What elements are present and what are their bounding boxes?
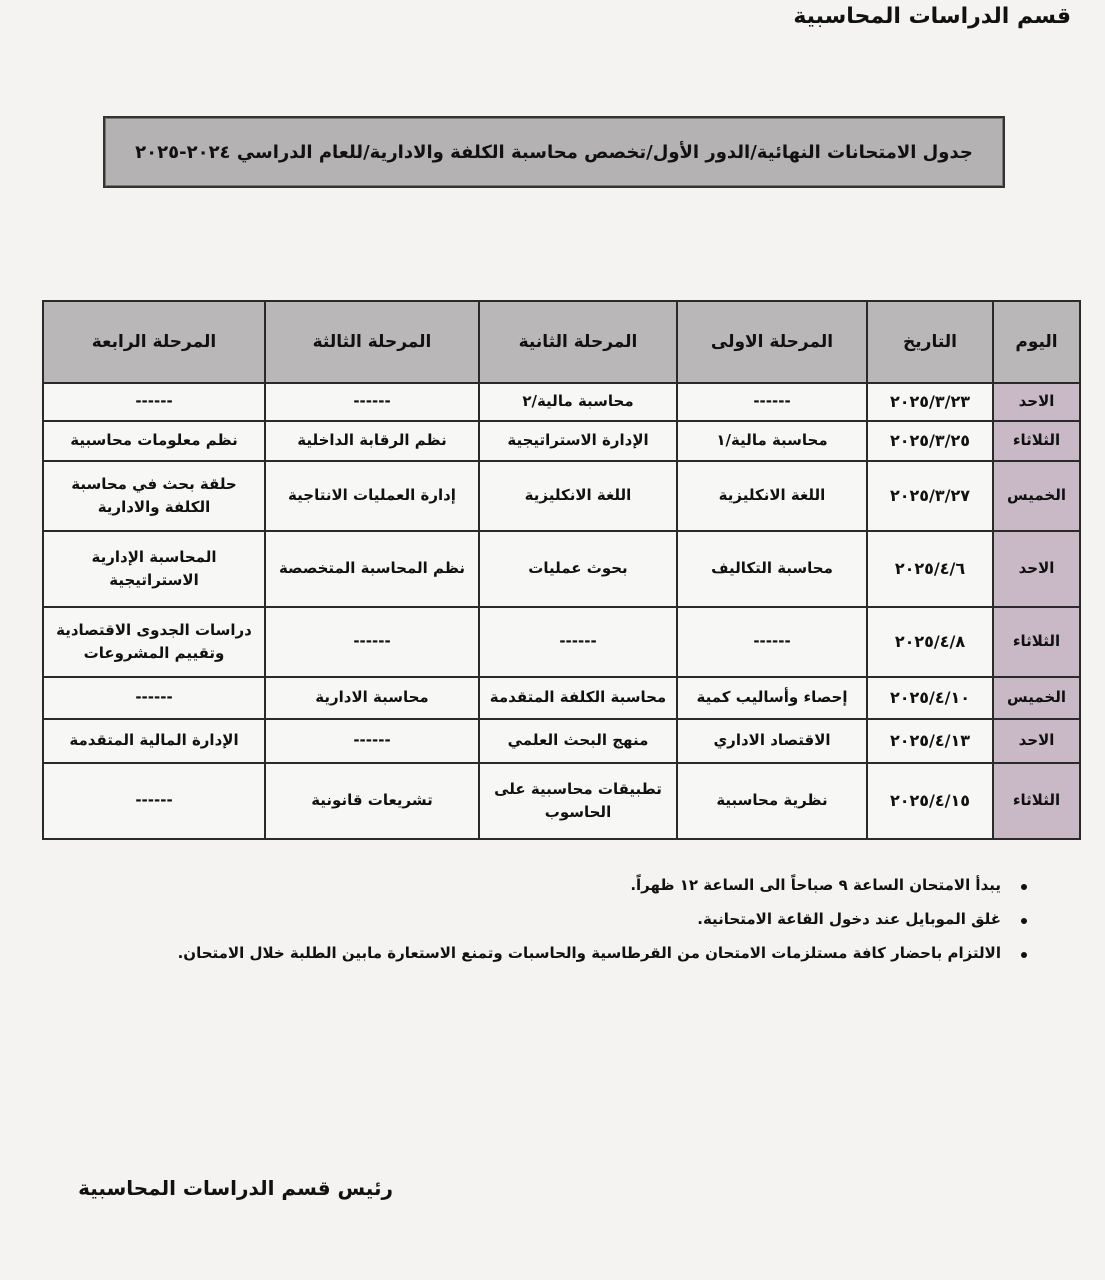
table-row <box>43 531 1080 607</box>
stage-2-cell: ------ <box>479 607 677 677</box>
signature-title: رئيس قسم الدراسات المحاسبية <box>78 1176 393 1200</box>
stage-2-cell: بحوث عمليات <box>479 531 677 607</box>
stage-1-cell: اللغة الانكليزية <box>677 461 867 531</box>
stage-3-cell: إدارة العمليات الانتاجية <box>265 461 479 531</box>
stage-1-cell: نظرية محاسبية <box>677 763 867 839</box>
stage-4-cell: ------ <box>43 763 265 839</box>
day-cell: الثلاثاء <box>993 763 1080 839</box>
stage-4-cell: حلقة بحث في محاسبة الكلفة والادارية <box>43 461 265 531</box>
stage-4-cell: نظم معلومات محاسبية <box>43 421 265 461</box>
header-stage-4: المرحلة الرابعة <box>43 301 265 383</box>
table-row <box>43 719 1080 763</box>
stage-4-cell: ------ <box>43 677 265 719</box>
day-cell: الثلاثاء <box>993 421 1080 461</box>
note-item: غلق الموبايل عند دخول القاعة الامتحانية. <box>178 910 1027 928</box>
day-cell: الخميس <box>993 677 1080 719</box>
stage-3-cell: تشريعات قانونية <box>265 763 479 839</box>
table-row <box>43 461 1080 531</box>
table-row <box>43 421 1080 461</box>
stage-1-cell: محاسبة التكاليف <box>677 531 867 607</box>
exam-schedule-table <box>42 300 1081 840</box>
stage-3-cell: ------ <box>265 719 479 763</box>
date-cell: ٢٠٢٥/٤/٨ <box>867 607 993 677</box>
stage-4-cell: الإدارة المالية المتقدمة <box>43 719 265 763</box>
schedule-title-box <box>103 116 1005 188</box>
stage-1-cell: إحصاء وأساليب كمية <box>677 677 867 719</box>
stage-4-cell: المحاسبة الإدارية الاستراتيجية <box>43 531 265 607</box>
stage-1-cell: الاقتصاد الاداري <box>677 719 867 763</box>
stage-3-cell: محاسبة الادارية <box>265 677 479 719</box>
department-name: قسم الدراسات المحاسبية <box>793 4 1071 29</box>
date-cell: ٢٠٢٥/٤/١٥ <box>867 763 993 839</box>
stage-2-cell: الإدارة الاستراتيجية <box>479 421 677 461</box>
stage-2-cell: محاسبة مالية/٢ <box>479 383 677 421</box>
date-cell: ٢٠٢٥/٣/٢٧ <box>867 461 993 531</box>
header-date: التاريخ <box>867 301 993 383</box>
stage-2-cell: محاسبة الكلفة المتقدمة <box>479 677 677 719</box>
stage-4-cell: ------ <box>43 383 265 421</box>
day-cell: الثلاثاء <box>993 607 1080 677</box>
note-item: الالتزام باحضار كافة مستلزمات الامتحان من القرطاسية والحاسبات وتمنع الاستعارة مابين الطلبة خلال الامتحان. <box>178 944 1027 962</box>
date-cell: ٢٠٢٥/٤/٦ <box>867 531 993 607</box>
date-cell: ٢٠٢٥/٣/٢٣ <box>867 383 993 421</box>
date-cell: ٢٠٢٥/٤/١٠ <box>867 677 993 719</box>
table-row <box>43 607 1080 677</box>
stage-2-cell: تطبيقات محاسبية على الحاسوب <box>479 763 677 839</box>
stage-4-cell: دراسات الجدوى الاقتصادية وتقييم المشروعات <box>43 607 265 677</box>
stage-3-cell: ------ <box>265 383 479 421</box>
stage-1-cell: ------ <box>677 607 867 677</box>
stage-3-cell: نظم المحاسبة المتخصصة <box>265 531 479 607</box>
stage-3-cell: ------ <box>265 607 479 677</box>
note-item: يبدأ الامتحان الساعة ٩ صباحاً الى الساعة ١٢ ظهراً. <box>178 876 1027 894</box>
stage-3-cell: نظم الرقابة الداخلية <box>265 421 479 461</box>
exam-notes-list <box>178 876 1027 978</box>
stage-1-cell: محاسبة مالية/١ <box>677 421 867 461</box>
table-header-row <box>43 301 1080 383</box>
header-day: اليوم <box>993 301 1080 383</box>
date-cell: ٢٠٢٥/٤/١٣ <box>867 719 993 763</box>
table-row <box>43 763 1080 839</box>
day-cell: الاحد <box>993 383 1080 421</box>
day-cell: الاحد <box>993 719 1080 763</box>
day-cell: الخميس <box>993 461 1080 531</box>
stage-2-cell: منهج البحث العلمي <box>479 719 677 763</box>
header-stage-1: المرحلة الاولى <box>677 301 867 383</box>
header-stage-3: المرحلة الثالثة <box>265 301 479 383</box>
header-stage-2: المرحلة الثانية <box>479 301 677 383</box>
stage-1-cell: ------ <box>677 383 867 421</box>
schedule-title: جدول الامتحانات النهائية/الدور الأول/تخصص محاسبة الكلفة والادارية/للعام الدراسي ٢٠٢٤-٢٠٢٥ <box>135 141 973 163</box>
table-row <box>43 677 1080 719</box>
table-row <box>43 383 1080 421</box>
date-cell: ٢٠٢٥/٣/٢٥ <box>867 421 993 461</box>
day-cell: الاحد <box>993 531 1080 607</box>
stage-2-cell: اللغة الانكليزية <box>479 461 677 531</box>
